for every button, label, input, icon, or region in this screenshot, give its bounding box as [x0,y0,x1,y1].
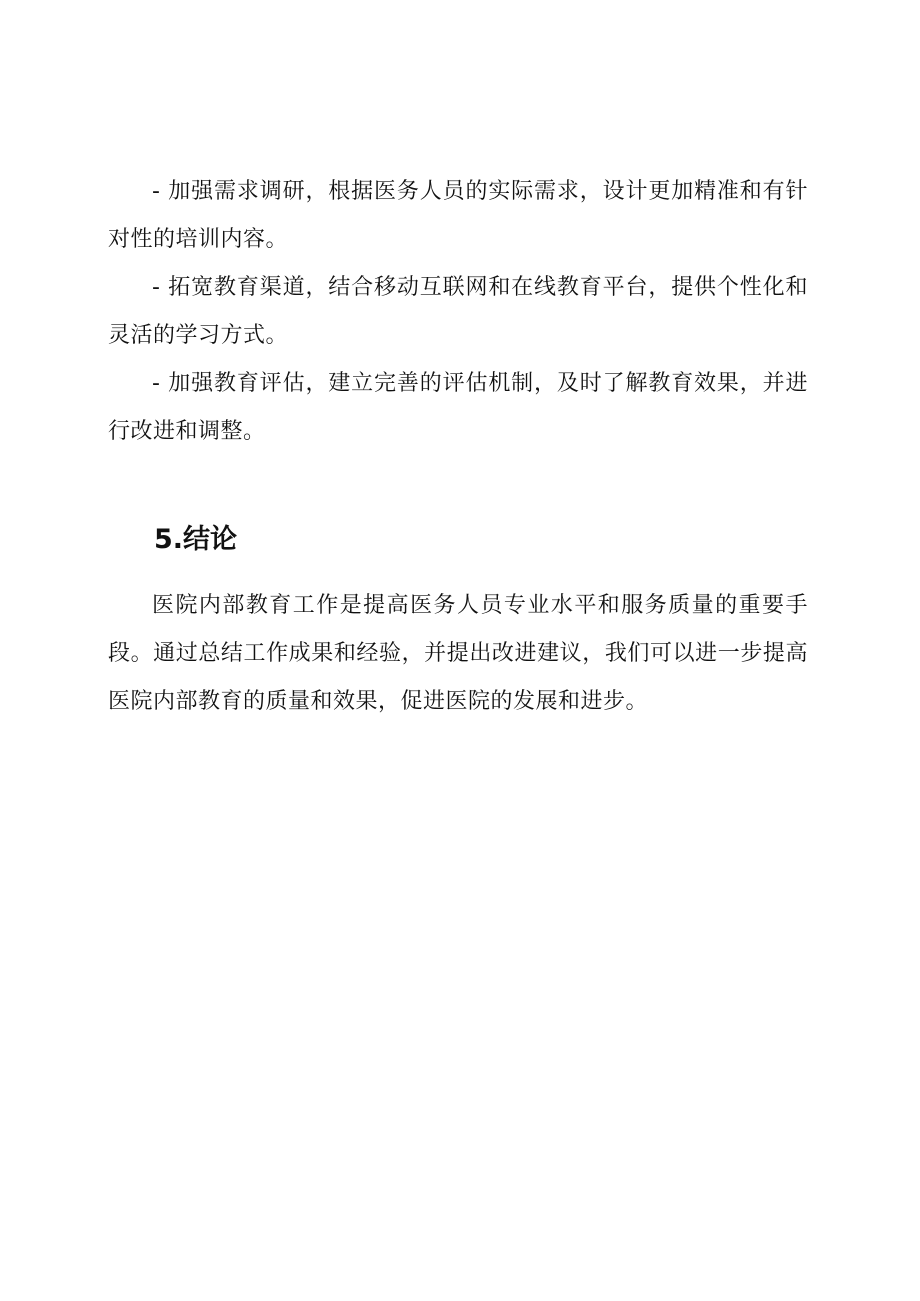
document-content [108,168,808,726]
list-item: - 加强需求调研，根据医务人员的实际需求，设计更加精准和有针对性的培训内容。 [108,179,808,252]
section-heading: 5.结论 [154,524,238,555]
improvement-suggestions-list [108,168,808,456]
conclusion-paragraph: 医院内部教育工作是提高医务人员专业水平和服务质量的重要手段。通过总结工作成果和经验，并提出改进建议，我们可以进一步提高医院内部教育的质量和效果，促进医院的发展和进步。 [108,593,808,714]
list-item: - 拓宽教育渠道，结合移动互联网和在线教育平台，提供个性化和灵活的学习方式。 [108,275,808,348]
list-item: - 加强教育评估，建立完善的评估机制，及时了解教育效果，并进行改进和调整。 [108,371,808,444]
